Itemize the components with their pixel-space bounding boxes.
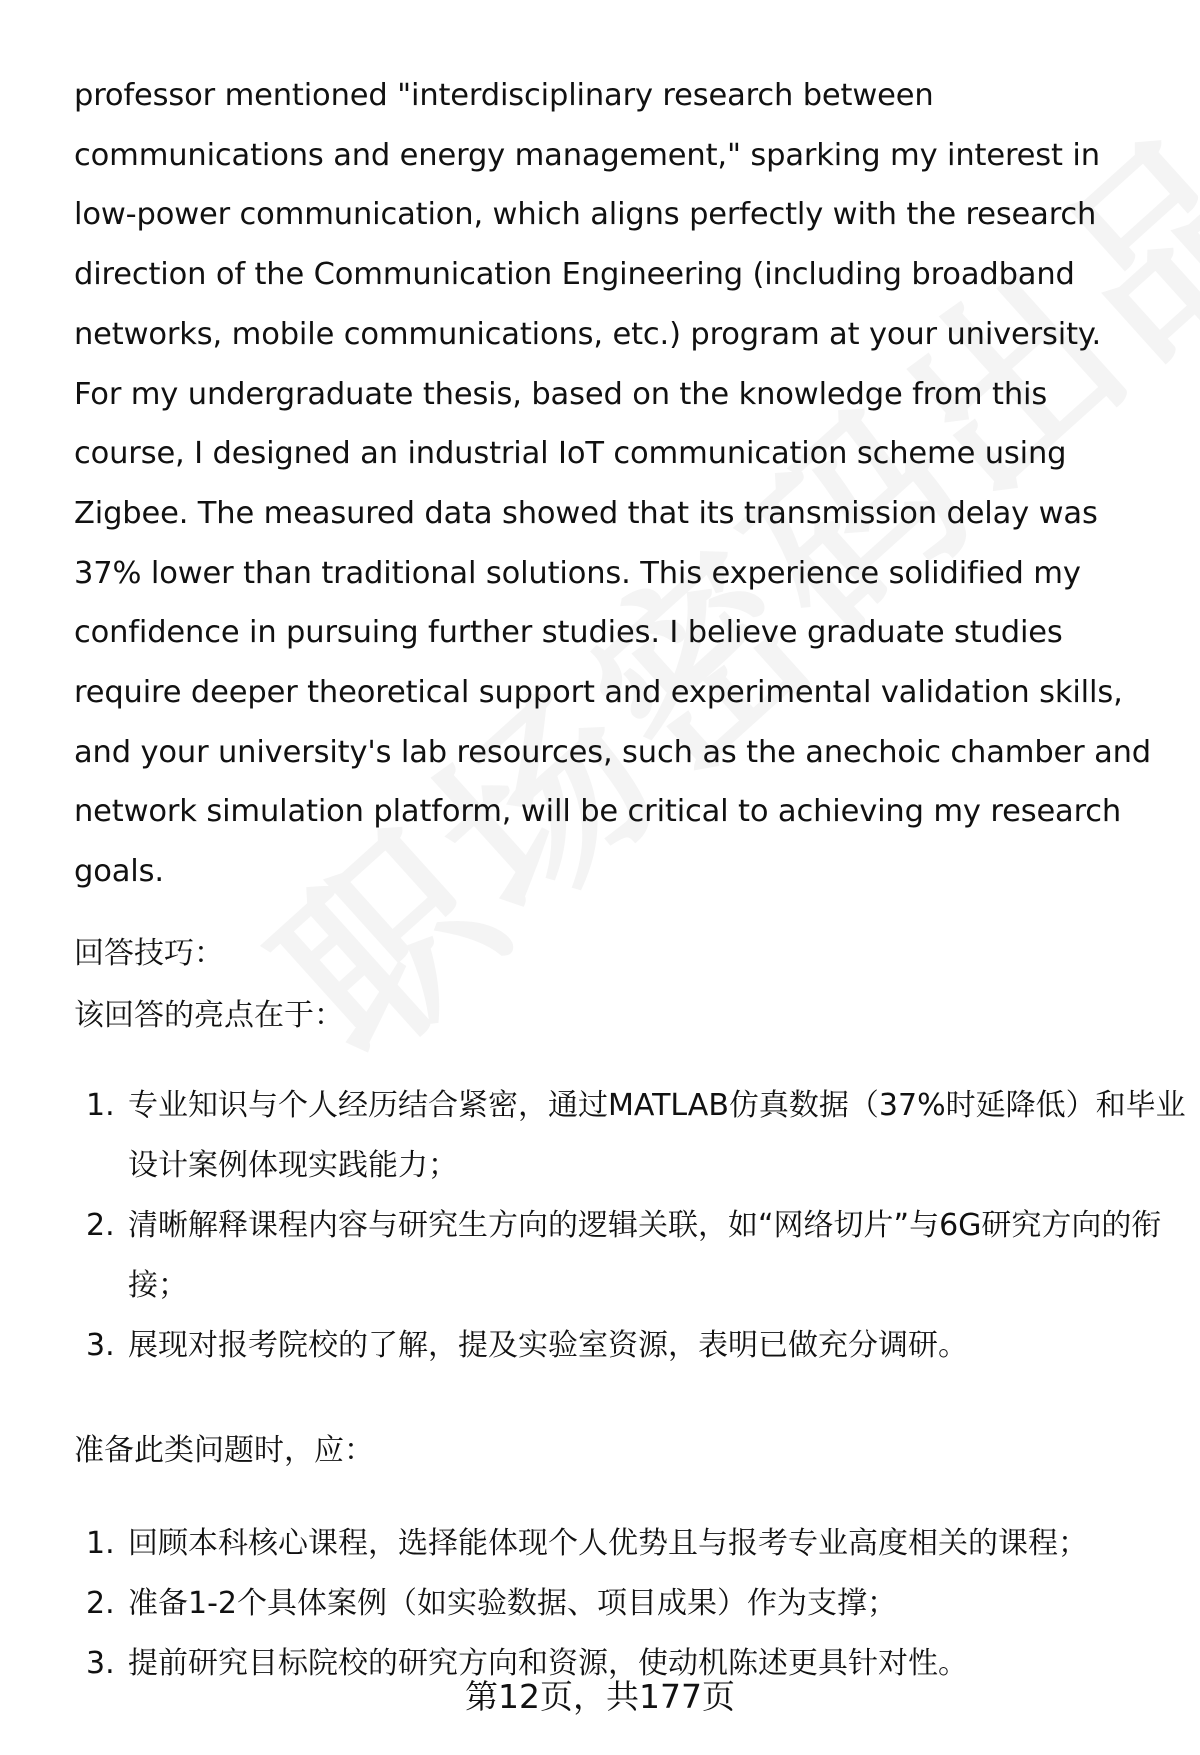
list-item xyxy=(74,1574,1200,1634)
list-number: 2. xyxy=(86,1207,115,1243)
list-item xyxy=(74,1076,1200,1196)
prep-label: 准备此类问题时，应： xyxy=(74,1432,374,1468)
list-number: 3. xyxy=(86,1645,115,1681)
body-paragraph: professor mentioned "interdisciplinary research between communications and energy management," sparking my interest in low-power communication, which aligns perfectly with the research direction of the Communication Engineering (including broadband networks, mobile communications, etc.) program at your university. For my undergraduate thesis, based on the knowledge from this course, I designed an industrial IoT communication scheme using Zigbee. The measured data showed that its transmission delay was 37% lower than traditional solutions. This experience solidified my confidence in pursuing further studies. I believe graduate studies require deeper theoretical support and experimental validation skills, and your university's lab resources, such as the anechoic chamber and network simulation platform, will be critical to achieving my research goals. xyxy=(74,78,1152,890)
page-number-footer: 第12页，共177页 xyxy=(465,1677,735,1716)
list-item xyxy=(74,1316,1200,1376)
list-text: 专业知识与个人经历结合紧密，通过MATLAB仿真数据（37%时延降低）和毕业设计案例体现实践能力； xyxy=(128,1087,1186,1183)
list-text: 清晰解释课程内容与研究生方向的逻辑关联，如“网络切片”与6G研究方向的衔接； xyxy=(128,1207,1162,1303)
list-text: 准备1-2个具体案例（如实验数据、项目成果）作为支撑； xyxy=(128,1585,897,1621)
highlights-list xyxy=(74,1076,1186,1376)
list-number: 2. xyxy=(86,1585,115,1621)
list-text: 提前研究目标院校的研究方向和资源，使动机陈述更具针对性。 xyxy=(128,1645,968,1681)
list-number: 3. xyxy=(86,1327,115,1363)
list-item xyxy=(74,1196,1200,1316)
list-number: 1. xyxy=(86,1525,115,1561)
tips-label: 回答技巧： xyxy=(74,935,224,971)
list-text: 展现对报考院校的了解，提及实验室资源，表明已做充分调研。 xyxy=(128,1327,968,1363)
list-item xyxy=(74,1514,1200,1574)
prep-list xyxy=(74,1514,1154,1694)
highlights-label: 该回答的亮点在于： xyxy=(74,997,344,1033)
list-number: 1. xyxy=(86,1087,115,1123)
list-text: 回顾本科核心课程，选择能体现个人优势且与报考专业高度相关的课程； xyxy=(128,1525,1088,1561)
page-content xyxy=(74,66,1186,1694)
